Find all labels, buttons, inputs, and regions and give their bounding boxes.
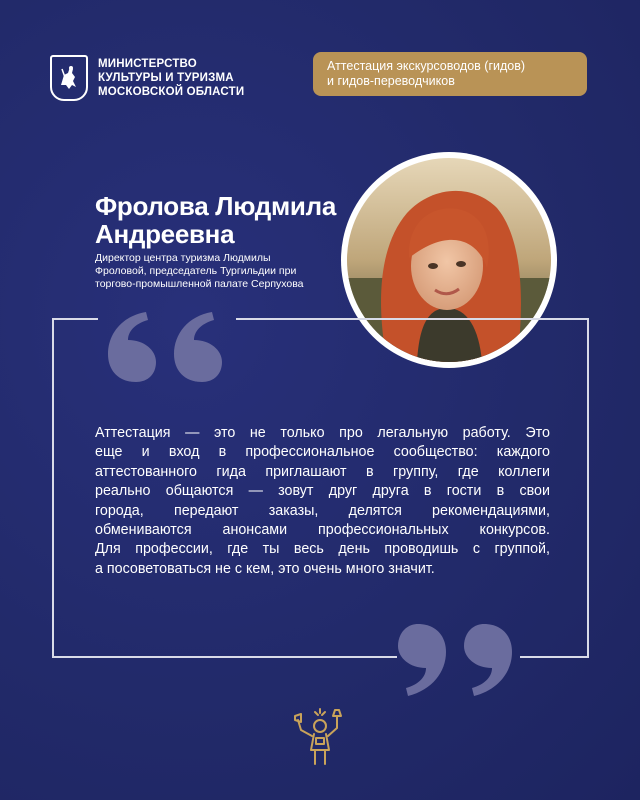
ministry-header <box>50 55 244 101</box>
position-line: Директор центра туризма Людмилы <box>95 252 271 264</box>
quote-line: аттестованного гида приглашают в группу, где коллеги <box>95 463 550 480</box>
quote-line: еще и вход в профессиональное сообщество: каждого <box>95 444 550 461</box>
frame-right <box>587 318 589 658</box>
frame-left-top <box>52 318 54 658</box>
coat-of-arms-icon <box>50 55 88 101</box>
name-line: Фролова Людмила <box>95 191 336 221</box>
quote-line: а посоветоваться не с кем, это очень много значит. <box>95 560 435 577</box>
badge-line: Аттестация экскурсоводов (гидов) <box>327 59 526 73</box>
ministry-name <box>98 57 244 99</box>
position-line: Фроловой, председатель Тургильдии при <box>95 265 297 277</box>
topic-badge <box>313 52 587 96</box>
name-line: Андреевна <box>95 219 235 249</box>
position-line: торгово-промышленной палате Серпухова <box>95 278 304 290</box>
portrait-frame <box>341 152 557 368</box>
open-quote-icon <box>108 312 226 389</box>
person-position <box>95 252 345 291</box>
ministry-line: МОСКОВСКОЙ ОБЛАСТИ <box>98 86 245 98</box>
frame-bottom-left <box>52 656 397 658</box>
close-quote-icon <box>398 624 514 701</box>
portrait-photo <box>347 158 551 362</box>
ministry-line: МИНИСТЕРСТВО <box>98 58 197 70</box>
quote-line: реально общаются — зовут друг друга в гости в свои <box>95 483 550 500</box>
badge-line: и гидов-переводчиков <box>327 74 455 88</box>
quote-line: Для профессии, где ты весь день проводишь с группой, <box>95 541 550 558</box>
frame-bottom-right <box>520 656 589 658</box>
frame-top-left <box>52 318 98 320</box>
person-name <box>95 192 336 248</box>
frame-top-right <box>236 318 589 320</box>
quote-text <box>95 424 550 579</box>
ministry-line: КУЛЬТУРЫ И ТУРИЗМА <box>98 72 234 84</box>
quote-line: города, передают заказы, делятся рекомендациями, <box>95 502 550 519</box>
quote-line: Аттестация — это не только про легальную работу. Это <box>95 425 550 441</box>
quote-line: обмениваются анонсами профессиональных конкурсов. <box>95 522 550 539</box>
guide-logo-icon <box>291 706 349 768</box>
